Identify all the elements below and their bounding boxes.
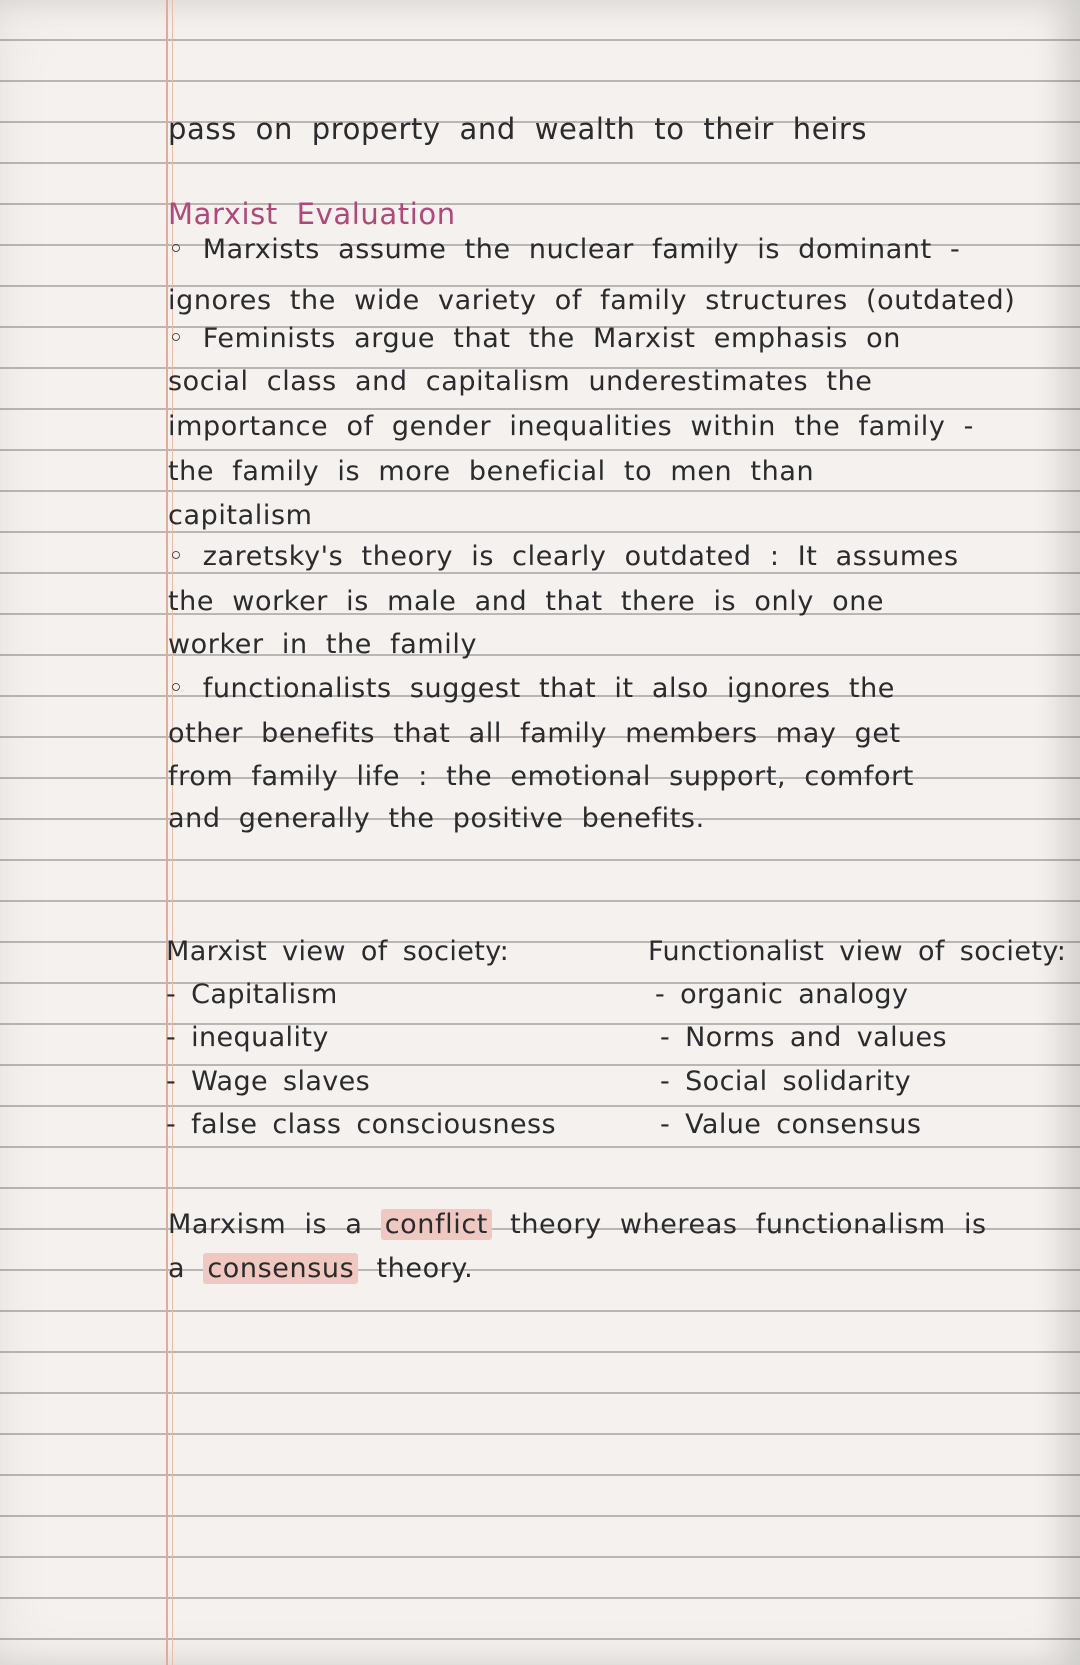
section-heading: Marxist Evaluation	[168, 197, 456, 231]
marxist-view-title: Marxist view of society:	[166, 936, 510, 967]
list-item: - Norms and values	[660, 1022, 948, 1053]
list-item: - Wage slaves	[166, 1066, 371, 1097]
text-line: ◦ functionalists suggest that it also ignores the	[168, 673, 896, 704]
text-line: the family is more beneficial to men than	[168, 456, 815, 487]
text-line: the worker is male and that there is only one	[168, 586, 885, 617]
highlight-conflict: conflict	[381, 1209, 492, 1240]
conclusion-text: theory whereas functionalism is	[510, 1209, 987, 1240]
text-line: importance of gender inequalities within the family -	[168, 411, 974, 442]
list-item: - Value consensus	[660, 1109, 922, 1140]
text-line: ◦ Marxists assume the nuclear family is dominant -	[168, 234, 961, 265]
text-line: ◦ zaretsky's theory is clearly outdated : It assumes	[168, 541, 959, 572]
text-line: worker in the family	[168, 629, 478, 660]
highlight-consensus: consensus	[203, 1253, 358, 1284]
text-line: and generally the positive benefits.	[168, 803, 705, 834]
list-item: - organic analogy	[655, 979, 909, 1010]
list-item: - false class consciousness	[166, 1109, 556, 1140]
conclusion-line-1	[168, 1208, 1060, 1242]
conclusion-text: a	[168, 1253, 186, 1284]
conclusion-line-2	[168, 1252, 1060, 1286]
text-line: ◦ Feminists argue that the Marxist emphasis on	[168, 323, 901, 354]
list-item: - inequality	[166, 1022, 329, 1053]
text-line: from family life : the emotional support, comfort	[168, 761, 914, 792]
list-item: - Capitalism	[166, 979, 338, 1010]
functionalist-view-title: Functionalist view of society:	[648, 936, 1067, 967]
text-line: capitalism	[168, 500, 313, 531]
text-line: ignores the wide variety of family structures (outdated)	[168, 285, 1016, 316]
conclusion-text: Marxism is a	[168, 1209, 363, 1240]
conclusion-text: theory.	[376, 1253, 474, 1284]
list-item: - Social solidarity	[660, 1066, 911, 1097]
text-line: other benefits that all family members may get	[168, 718, 901, 749]
text-line: social class and capitalism underestimates the	[168, 366, 873, 397]
text-line: pass on property and wealth to their heirs	[168, 112, 868, 146]
